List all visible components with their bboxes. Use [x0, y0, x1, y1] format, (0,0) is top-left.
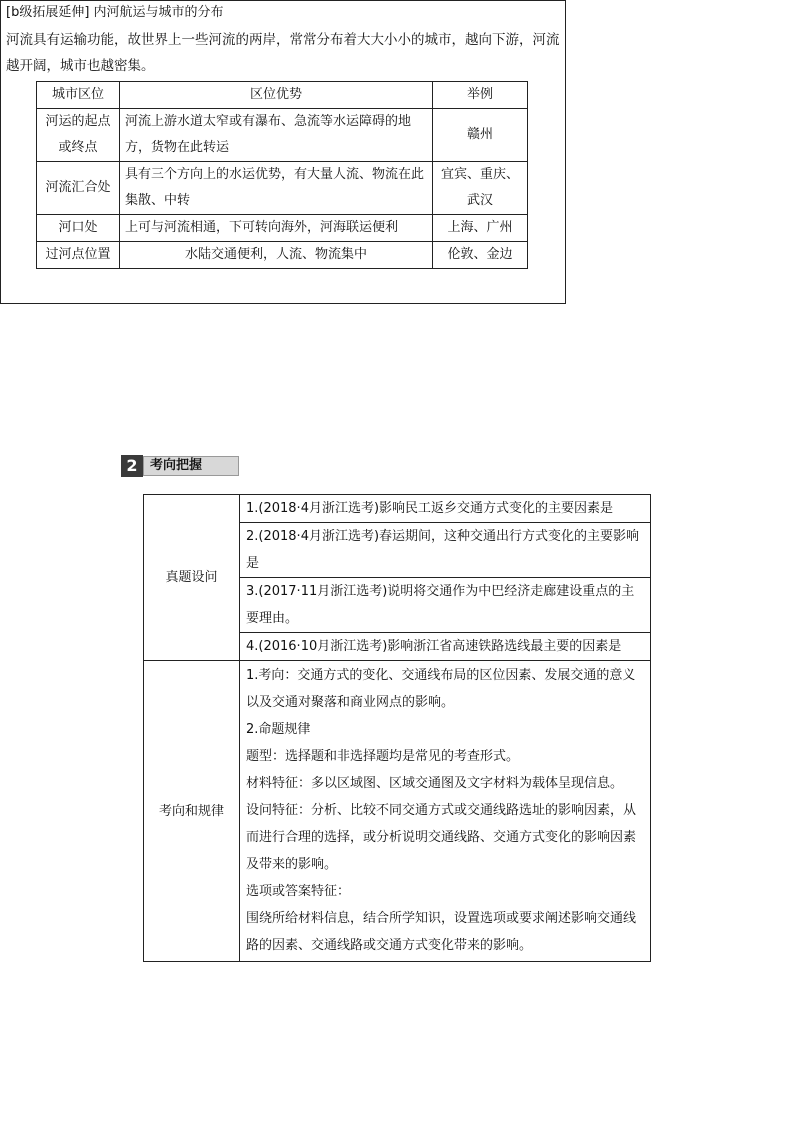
section-number: 2: [121, 455, 143, 477]
example-cell: 宜宾、重庆、武汉: [433, 162, 528, 215]
table-row: [144, 495, 651, 523]
extension-title: [b级拓展延伸] 内河航运与城市的分布: [6, 5, 224, 20]
location-cell: 河运的起点或终点: [37, 109, 120, 162]
extension-paragraph: 河流具有运输功能，故世界上一些河流的两岸，常常分布着大大小小的城市，越向下游，河流越开阔，城市也越密集。: [6, 32, 560, 74]
table-row: [37, 242, 528, 269]
column-header: 举例: [433, 82, 528, 109]
column-header: 区位优势: [120, 82, 433, 109]
trend-line: 题型：选择题和非选择题均是常见的考查形式。: [246, 749, 520, 764]
trend-line: 选项或答案特征：: [246, 884, 351, 899]
table-row: [37, 215, 528, 242]
example-cell: 上海、广州: [433, 215, 528, 242]
truth-label: 真题设问: [144, 495, 240, 661]
city-location-table: [36, 81, 528, 269]
advantage-cell: 上可与河流相通，下可转向海外，河海联运便利: [120, 215, 433, 242]
question-cell: 2.(2018·4月浙江选考)春运期间，这种交通出行方式变化的主要影响是: [240, 523, 651, 578]
advantage-cell: 具有三个方向上的水运优势，有大量人流、物流在此集散、中转: [120, 162, 433, 215]
example-cell: 赣州: [433, 109, 528, 162]
table-row: [144, 661, 651, 962]
trend-line: 材料特征：多以区域图、区域交通图及文字材料为载体呈现信息。: [246, 776, 624, 791]
table-row: [37, 162, 528, 215]
trend-line: 1.考向：交通方式的变化、交通线布局的区位因素、发展交通的意义以及交通对聚落和商业网点的影响。: [246, 668, 636, 710]
location-cell: 河流汇合处: [37, 162, 120, 215]
advantage-cell: 水陆交通便利，人流、物流集中: [120, 242, 433, 269]
trend-label: 考向和规律: [144, 661, 240, 962]
trend-cell: [240, 661, 651, 962]
question-cell: 4.(2016·10月浙江选考)影响浙江省高速铁路选线最主要的因素是: [240, 633, 651, 661]
table-header-row: [37, 82, 528, 109]
exam-trend-table: [143, 494, 651, 962]
section-title: 考向把握: [143, 456, 239, 476]
trend-line: 2.命题规律: [246, 722, 311, 737]
trend-line: 设问特征：分析、比较不同交通方式或交通线路选址的影响因素，从而进行合理的选择，或分析说明交通线路、交通方式变化的影响因素及带来的影响。: [246, 803, 637, 872]
question-cell: 1.(2018·4月浙江选考)影响民工返乡交通方式变化的主要因素是: [240, 495, 651, 523]
advantage-cell: 河流上游水道太窄或有瀑布、急流等水运障碍的地方，货物在此转运: [120, 109, 433, 162]
location-cell: 过河点位置: [37, 242, 120, 269]
example-cell: 伦敦、金边: [433, 242, 528, 269]
location-cell: 河口处: [37, 215, 120, 242]
column-header: 城市区位: [37, 82, 120, 109]
extension-box: [0, 0, 566, 304]
trend-line: 围绕所给材料信息，结合所学知识，设置选项或要求阐述影响交通线路的因素、交通线路或交通方式变化带来的影响。: [246, 911, 637, 953]
table-row: [37, 109, 528, 162]
question-cell: 3.(2017·11月浙江选考)说明将交通作为中巴经济走廊建设重点的主要理由。: [240, 578, 651, 633]
